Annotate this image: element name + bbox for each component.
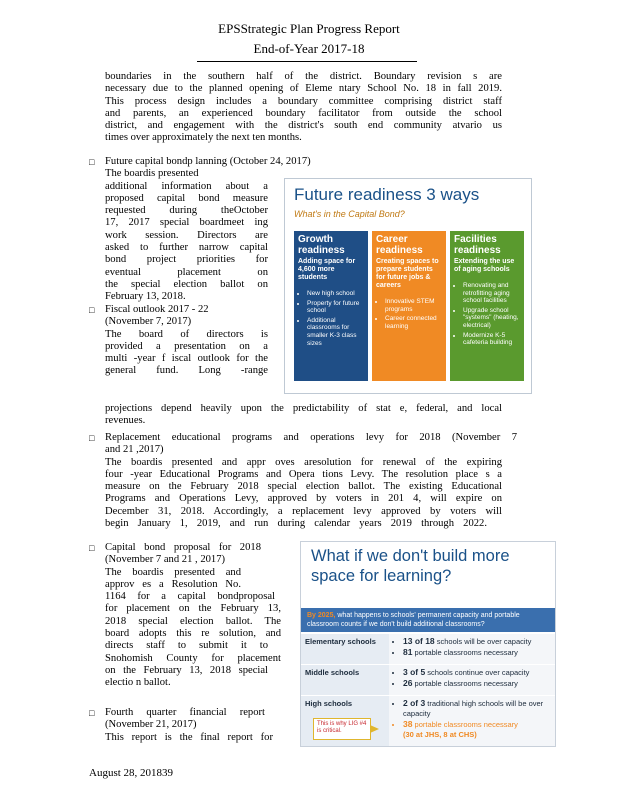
list-item: • New high school [307, 290, 364, 298]
text-line: requested during theOctober [105, 205, 268, 217]
figure-title: What if we don't build more space for learning? [311, 547, 510, 585]
text-line: and parents, an experienced boundary facilitator from outside the school [105, 107, 502, 119]
text-line: times over approximately the next ten months. [105, 132, 302, 144]
levy-item [105, 432, 517, 530]
text-line: on the February 13, 2018 special [105, 664, 268, 676]
row-text: traditional high schools will be over capacity [403, 699, 544, 718]
fiscal-outlook-item [105, 304, 268, 378]
text-line: directs staff to submit it to [105, 640, 268, 652]
document-title: EPSStrategic Plan Progress Report [218, 21, 400, 36]
facilities-readiness-column [450, 231, 524, 381]
text-line: provided a presentation on a [105, 340, 268, 352]
text-line: eventual placement on [105, 266, 268, 278]
column-heading: Growth readiness [298, 234, 345, 256]
row-values [389, 696, 555, 746]
row-count: 13 of 18 [403, 636, 435, 646]
text-line: Fiscal outlook 2017 - 22 [105, 304, 209, 315]
band-year: By 2025, [307, 612, 336, 619]
growth-readiness-column [294, 231, 368, 381]
row-detail: (30 at JHS, 8 at CHS) [403, 730, 477, 739]
row-count: 38 [403, 719, 413, 729]
text-line: begin January 1, 2019, and run during calendar years 2019 through 2022. [105, 518, 487, 530]
row-count: 26 [403, 678, 413, 688]
text-line: general fund. Long -range [105, 365, 268, 377]
text-line: the special election ballot on [105, 278, 268, 290]
text-line: 2018 special election ballot. The [105, 615, 281, 627]
row-label: Middle schools [301, 665, 389, 695]
title-underline [197, 61, 417, 62]
bullet-marker: □ [89, 305, 95, 315]
list-item: • Modernize K-5 cafeteria building [463, 332, 520, 347]
text-line: measure on the February 2018 special election ballot. The existing Educational [105, 481, 502, 493]
row-text: portable classrooms necessary [412, 648, 518, 657]
list-item: • Upgrade school "systems" (heating, electrical) [463, 307, 520, 330]
career-readiness-column [372, 231, 446, 381]
text-line: December 31, 2018. Accordingly, a replacement levy approved by voters will [105, 505, 502, 517]
text-line: district, and engagement with the district's south end community atvario us [105, 120, 502, 132]
text-line: (November 7 and 21 , 2017) [105, 554, 226, 566]
row-text: portable classrooms necessary [412, 679, 518, 688]
bullet-marker: □ [89, 708, 95, 718]
row-text: portable classrooms necessary [412, 720, 518, 729]
column-subheading: Adding space for 4,600 more students [298, 258, 356, 281]
column-subheading: Extending the use of aging schools [454, 258, 515, 273]
text-line: and 21 ,2017) [105, 444, 164, 456]
text-line: This process design includes a boundary committee comprising district staff [105, 95, 502, 107]
row-label: Elementary schools [301, 634, 389, 664]
bullet-marker: □ [89, 433, 95, 443]
row-values [389, 665, 555, 695]
text-line: The boardis presented [105, 168, 199, 180]
row-values [389, 634, 555, 664]
row-text: schools continue over capacity [425, 668, 530, 677]
band-text: what happens to schools' permanent capacity and portable classroom counts if we don't build additional classrooms? [307, 612, 520, 628]
bullet-marker: □ [89, 543, 95, 553]
row-label: High schools [301, 696, 389, 746]
text-line: for placement on the February 13, [105, 603, 281, 615]
column-list [376, 298, 442, 330]
text-line: electio n ballot. [105, 677, 171, 689]
space-for-learning-figure [300, 541, 556, 747]
list-item: • Property for future school [307, 300, 364, 315]
text-line: bond project priorities for [105, 254, 268, 266]
table-row [301, 633, 555, 664]
text-line: 17, 2017 special boardmeet ing [105, 217, 268, 229]
text-line: Programs and Operations Levy, approved by voters in 201 4, will expire on [105, 493, 502, 505]
text-line: Snohomish County for placement [105, 652, 281, 664]
text-line: four -year Educational Programs and Opera tions Levy. The resolution place s a [105, 468, 502, 480]
row-count: 2 of 3 [403, 698, 426, 708]
future-readiness-figure [284, 178, 532, 394]
text-line: This report is the final report for [105, 731, 273, 743]
list-item: • Career connected learning [385, 315, 442, 330]
column-list [298, 290, 364, 347]
text-line: projections depend heavily upon the predictability of stat e, federal, and local [105, 403, 502, 414]
figure-subtitle: What's in the Capital Bond? [294, 209, 405, 219]
bullet-marker: □ [89, 157, 95, 167]
text-line: multi -year f iscal outlook for the [105, 353, 268, 365]
column-heading: Facilities readiness [454, 234, 501, 256]
text-line: revenues. [105, 415, 146, 427]
list-item: • Additional classrooms for smaller K-3 class sizes [307, 317, 364, 347]
text-line: boundaries in the southern half of the district. Boundary revision s are [105, 71, 502, 82]
page-footer: August 28, 201839 [89, 767, 174, 779]
figure-title: Future readiness 3 ways [294, 185, 480, 204]
text-line: (November 21, 2017) [105, 719, 197, 731]
callout-note: This is why LIG #4 is critical. [313, 718, 371, 740]
capital-bond-item [105, 542, 281, 690]
text-line: (November 7, 2017) [105, 316, 192, 328]
table-row [301, 664, 555, 695]
column-heading: Career readiness [376, 234, 423, 256]
fiscal-outlook-continued [105, 403, 502, 428]
text-line: The boardis presented and [105, 566, 241, 578]
text-line: proposed capital bond measure [105, 192, 268, 204]
text-line: 1164 for a capital bondproposal [105, 591, 275, 603]
text-line: work session. Directors are [105, 229, 268, 241]
text-line: Future capital bondp lanning (October 24, 2017) [105, 156, 311, 167]
list-item: • Renovating and retrofitting aging school facilities [463, 282, 520, 305]
text-line: February 13, 2018. [105, 291, 186, 303]
row-count: 3 of 5 [403, 667, 426, 677]
fourth-quarter-item [105, 707, 277, 744]
row-count: 81 [403, 647, 413, 657]
text-line: approv es a Resolution No. [105, 578, 241, 590]
text-line: additional information about a [105, 180, 268, 192]
text-line: Capital bond proposal for 2018 [105, 542, 261, 553]
column-subheading: Creating spaces to prepare students for future jobs & careers [376, 258, 439, 289]
text-line: The board of directors is [105, 328, 268, 340]
text-line: The boardis presented and appr oves aresolution for renewal of the expiring [105, 456, 502, 468]
list-item: • Innovative STEM programs [385, 298, 442, 313]
text-line: necessary due to the planned opening of Eleme ntary School No. 18 in fall 2019. [105, 83, 502, 95]
text-line: Fourth quarter financial report [105, 707, 265, 718]
figure-question-band [301, 608, 555, 632]
row-text: schools will be over capacity [434, 637, 532, 646]
text-line: asked to further narrow capital [105, 242, 268, 254]
document-subtitle: End-of-Year 2017-18 [253, 41, 365, 56]
text-line: Replacement educational programs and operations levy for 2018 (November 7 [105, 432, 517, 443]
intro-paragraph [105, 71, 502, 145]
text-line: board adopts this re solution, and [105, 628, 281, 640]
column-list [454, 282, 520, 347]
